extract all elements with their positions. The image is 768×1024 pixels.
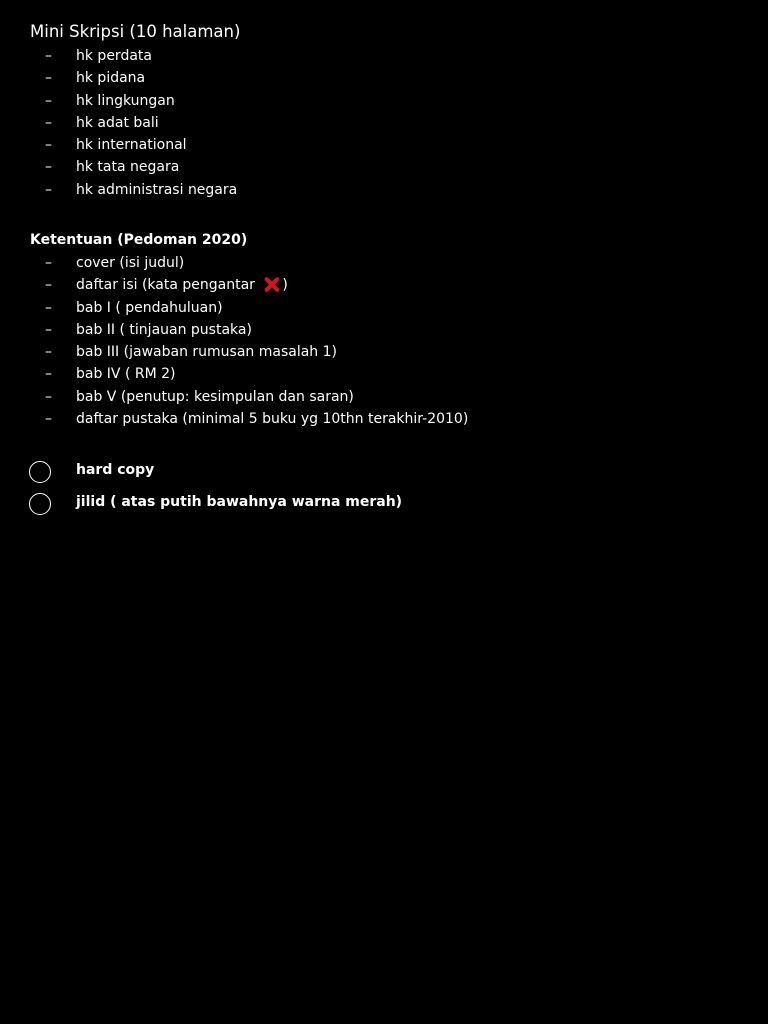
rules-list (0, 252, 700, 430)
dash-bullet: – (45, 388, 52, 405)
rule-text-suffix: ) (282, 277, 288, 294)
checklist-label: jilid ( atas putih bawahnya warna merah) (76, 494, 403, 510)
dash-bullet: – (45, 299, 52, 316)
list-item (0, 274, 700, 296)
rule-text: bab II ( tinjauan pustaka) (76, 321, 252, 338)
rule-text: bab IV ( RM 2) (76, 366, 176, 383)
topic-text: hk adat bali (76, 114, 159, 131)
list-item (0, 252, 700, 274)
dash-bullet: – (45, 366, 52, 383)
list-item (0, 112, 700, 134)
checkbox-circle-icon[interactable] (29, 493, 51, 515)
list-item (0, 341, 700, 363)
list-item (0, 179, 700, 201)
rule-text: bab III (jawaban rumusan masalah 1) (76, 344, 337, 361)
topic-text: hk perdata (76, 48, 152, 64)
topic-text: hk administrasi negara (76, 181, 238, 198)
dash-bullet: – (45, 181, 52, 198)
dash-bullet: – (45, 92, 52, 109)
topic-text: hk tata negara (76, 159, 180, 176)
dash-bullet: – (45, 70, 52, 87)
rule-text: cover (isi judul) (76, 255, 185, 271)
topics-list (0, 45, 700, 201)
list-item (0, 156, 700, 178)
list-item (0, 297, 700, 319)
rule-text-with-mark (76, 274, 288, 296)
note-title: Mini Skripsi (10 halaman) (30, 22, 241, 41)
list-item (0, 90, 700, 112)
dash-bullet: – (45, 321, 52, 338)
rule-text: daftar pustaka (minimal 5 buku yg 10thn terakhir-2010) (76, 411, 469, 428)
dash-bullet: – (45, 344, 52, 361)
checklist-item-jilid (0, 489, 700, 521)
checklist-item-hard-copy (0, 457, 700, 489)
dash-bullet: – (45, 411, 52, 428)
cross-mark-icon (263, 275, 281, 293)
checklist (0, 457, 700, 521)
dash-bullet: – (45, 255, 52, 271)
list-item (0, 319, 700, 341)
checklist-label: hard copy (76, 462, 155, 478)
dash-bullet: – (45, 48, 52, 64)
list-item (0, 134, 700, 156)
list-item (0, 363, 700, 385)
list-item (0, 67, 700, 89)
list-item (0, 45, 700, 67)
dash-bullet: – (45, 277, 52, 294)
list-item (0, 408, 700, 430)
dash-bullet: – (45, 159, 52, 176)
rule-text: daftar isi (kata pengantar (76, 277, 260, 294)
topic-text: hk international (76, 137, 187, 154)
list-item (0, 386, 700, 408)
dash-bullet: – (45, 114, 52, 131)
topic-text: hk lingkungan (76, 92, 175, 109)
rule-text: bab V (penutup: kesimpulan dan saran) (76, 388, 354, 405)
dash-bullet: – (45, 137, 52, 154)
rules-heading: Ketentuan (Pedoman 2020) (30, 232, 248, 248)
topic-text: hk pidana (76, 70, 146, 87)
checkbox-circle-icon[interactable] (29, 461, 51, 483)
rule-text: bab I ( pendahuluan) (76, 299, 223, 316)
